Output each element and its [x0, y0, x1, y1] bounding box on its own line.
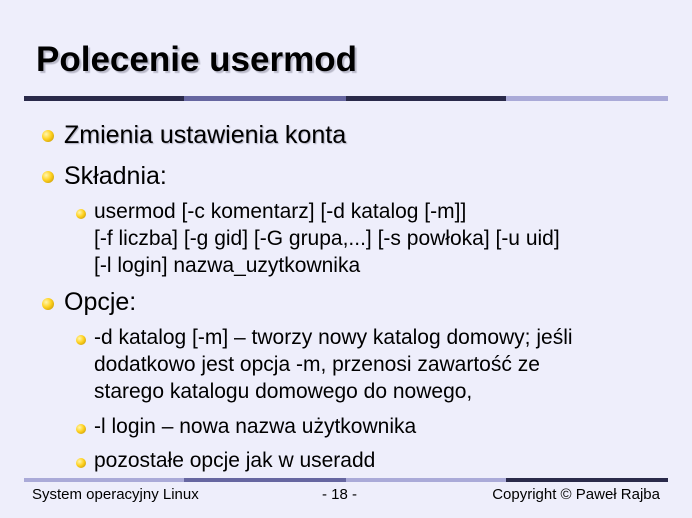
sub-bullet-icon — [76, 458, 86, 468]
bullet-icon — [42, 171, 54, 183]
bullet-icon — [42, 298, 54, 310]
option-line: -l login – nowa nazwa użytkownika — [94, 415, 417, 438]
bullet-item: Składnia: — [64, 162, 167, 190]
sub-bullet-icon — [76, 209, 86, 219]
option-line: -d katalog [-m] – tworzy nowy katalog domowy; jeśli — [94, 326, 573, 349]
title-divider — [24, 96, 668, 101]
option-line: starego katalogu domowego do nowego, — [94, 380, 473, 403]
footer-divider — [24, 478, 668, 482]
footer-left: System operacyjny Linux — [32, 486, 199, 503]
bullet-item: Zmienia ustawienia konta — [64, 121, 347, 149]
option-line: dodatkowo jest opcja -m, przenosi zawartość ze — [94, 353, 540, 376]
syntax-line: [-f liczba] [-g gid] [-G grupa,...] [-s powłoka] [-u uid] — [94, 227, 560, 250]
syntax-line: [-l login] nazwa_uzytkownika — [94, 254, 361, 277]
bullet-icon — [42, 130, 54, 142]
option-line: pozostałe opcje jak w useradd — [94, 449, 376, 472]
syntax-line: usermod [-c komentarz] [-d katalog [-m]] — [94, 200, 467, 223]
page-number: - 18 - — [322, 486, 358, 503]
slide-title: Polecenie usermod — [36, 40, 357, 79]
bullet-item: Opcje: — [64, 288, 137, 316]
footer-right: Copyright © Paweł Rajba — [492, 486, 660, 503]
sub-bullet-icon — [76, 424, 86, 434]
sub-bullet-icon — [76, 335, 86, 345]
